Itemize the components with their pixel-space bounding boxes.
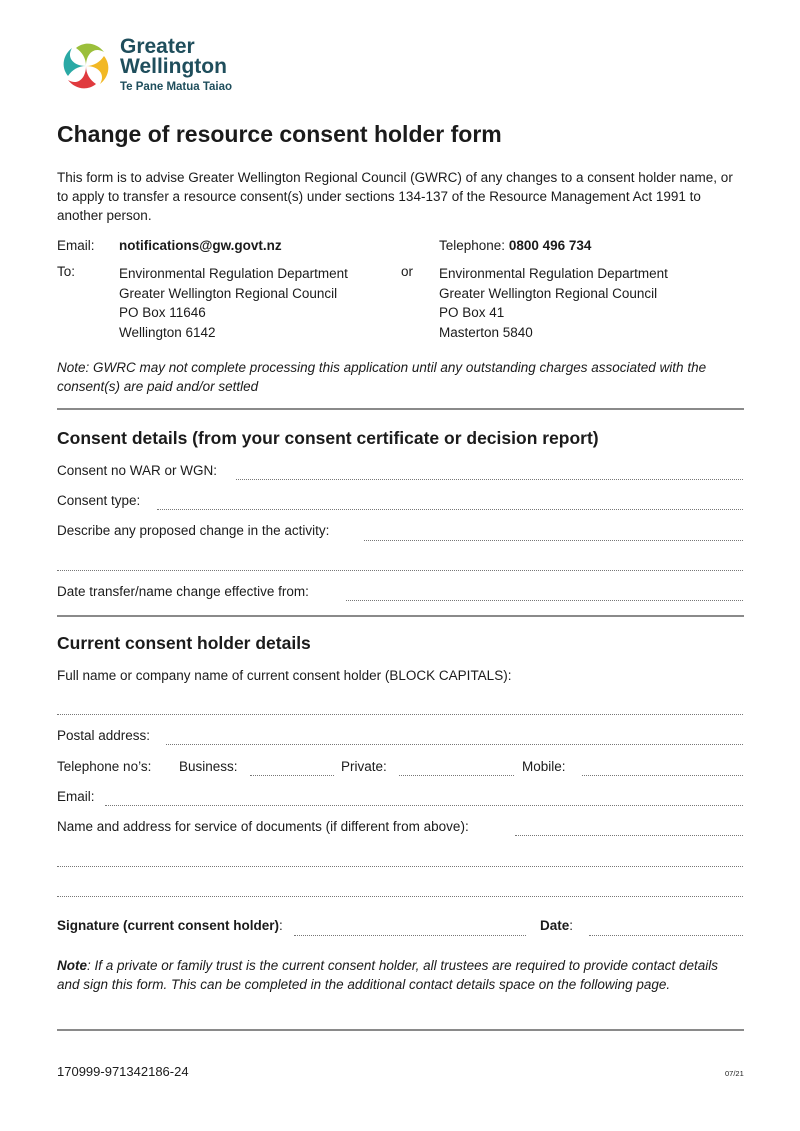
document-id: 170999-971342186-24 — [57, 1064, 189, 1079]
full-name-field[interactable] — [57, 714, 743, 715]
current-holder-heading: Current consent holder details — [57, 633, 311, 653]
or-label: or — [401, 264, 414, 279]
logo-line2: Wellington — [120, 55, 227, 78]
address-line: PO Box 41 — [439, 305, 505, 320]
consent-no-field[interactable] — [236, 479, 743, 480]
email-label: Email: — [57, 238, 95, 253]
signature-label — [57, 918, 283, 933]
logo-tagline: Te Pane Matua Taiao — [120, 81, 233, 93]
date-label-text: Date — [540, 918, 570, 933]
private-phone-field[interactable] — [399, 775, 514, 776]
service-field-2[interactable] — [57, 866, 743, 867]
logo — [56, 36, 256, 98]
service-field-3[interactable] — [57, 896, 743, 897]
trust-note-bold: Note — [57, 958, 87, 973]
colon: : — [279, 918, 283, 933]
postal-field[interactable] — [166, 744, 743, 745]
date-effective-label: Date transfer/name change effective from: — [57, 584, 309, 599]
address-wellington — [119, 264, 348, 342]
logo-line1: Greater — [120, 35, 195, 58]
date-field[interactable] — [589, 935, 743, 936]
colon: : — [569, 918, 574, 933]
date-effective-field[interactable] — [346, 600, 743, 601]
telephone — [439, 238, 591, 253]
address-line: Greater Wellington Regional Council — [439, 285, 658, 301]
consent-details-heading: Consent details (from your consent certificate or decision report) — [57, 428, 599, 448]
business-phone-field[interactable] — [250, 775, 334, 776]
date-label — [540, 918, 573, 933]
telephone-number: 0800 496 734 — [508, 238, 592, 253]
divider — [57, 615, 744, 617]
business-label: Business: — [179, 759, 238, 774]
email-link[interactable]: notifications@gw.govt.nz — [119, 238, 282, 253]
mobile-label: Mobile: — [522, 759, 566, 774]
page-title: Change of resource consent holder form — [57, 121, 502, 147]
divider — [57, 1029, 744, 1031]
proposed-change-field[interactable] — [364, 540, 743, 541]
consent-no-label: Consent no WAR or WGN: — [57, 463, 218, 478]
intro-text: This form is to advise Greater Wellington Regional Council (GWRC) of any changes to a consent holder name, or to apply to transfer a resource consent(s) under sections 134-137 of the Resource Management Act 1991 to another person. — [57, 170, 733, 223]
processing-note: Note: GWRC may not complete processing this application until any outstanding charges associated with the consent(s) are paid and/or settled — [57, 360, 707, 394]
full-name-label: Full name or company name of current consent holder (BLOCK CAPITALS): — [57, 668, 512, 683]
telephone-label: Telephone: — [439, 238, 509, 253]
trust-note — [57, 956, 737, 994]
logo-swirl-icon — [56, 36, 116, 96]
proposed-change-field-2[interactable] — [57, 570, 743, 571]
signature-field[interactable] — [294, 935, 526, 936]
to-label: To: — [57, 264, 76, 279]
telephone-nos-label: Telephone no’s: — [57, 759, 152, 774]
trust-note-text: : If a private or family trust is the current consent holder, all trustees are required to provide contact details and sign this form. This can be completed in the additional contact details space on the following page. — [57, 958, 719, 992]
address-line: Environmental Regulation Department — [119, 266, 348, 281]
consent-type-label: Consent type: — [57, 493, 141, 508]
address-line: PO Box 11646 — [119, 305, 206, 320]
address-line: Greater Wellington Regional Council — [119, 285, 338, 301]
divider — [57, 408, 744, 410]
address-line: Environmental Regulation Department — [439, 266, 668, 281]
mobile-phone-field[interactable] — [582, 775, 743, 776]
holder-email-label: Email: — [57, 789, 95, 804]
private-label: Private: — [341, 759, 387, 774]
address-line: Wellington 6142 — [119, 324, 216, 340]
proposed-change-label: Describe any proposed change in the activity: — [57, 523, 330, 538]
postal-label: Postal address: — [57, 728, 151, 743]
holder-email-field[interactable] — [105, 805, 743, 806]
consent-type-field[interactable] — [157, 509, 743, 510]
version: 07/21 — [725, 1069, 744, 1078]
address-masterton — [439, 264, 668, 342]
address-line: Masterton 5840 — [439, 324, 533, 340]
service-field[interactable] — [515, 835, 743, 836]
service-label: Name and address for service of documents (if different from above): — [57, 819, 469, 834]
signature-label-text: Signature (current consent holder) — [57, 918, 280, 933]
